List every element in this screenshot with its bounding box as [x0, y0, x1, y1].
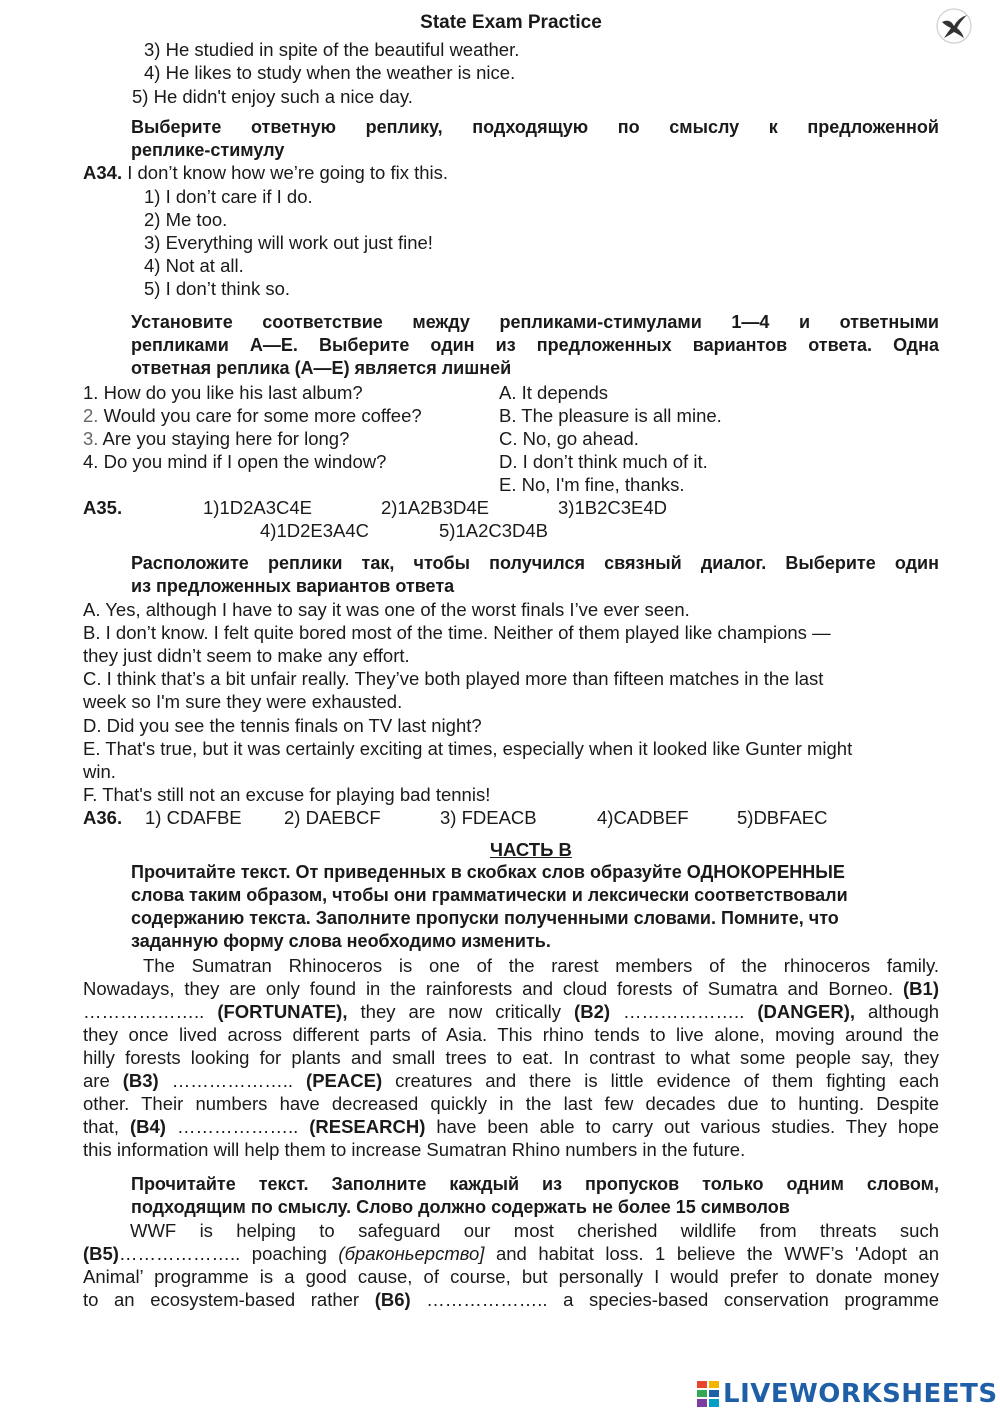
gap-b2[interactable]: ………………..	[610, 1001, 758, 1022]
dialogue-line-b-cont: they just didn’t seem to make any effort.	[83, 645, 410, 666]
gap-b1[interactable]: ………………..	[83, 1001, 218, 1022]
stimulus-4: 4. Do you mind if I open the window?	[83, 451, 387, 472]
part-b-instruction-1: Прочитайте текст. От приведенных в скобках слов образуйте ОДНОКОРЕННЫЕ слова таким образом, чтобы они грамматически и лексически соответствовали содержанию текста. Заполните пропуски полученными словами. Помните, что заданную форму слова необходимо изменить.	[131, 862, 848, 951]
part-b-heading: ЧАСТЬ В	[490, 839, 572, 860]
a34-option: 4) Not at all.	[144, 255, 244, 276]
response-b: B. The pleasure is all mine.	[499, 405, 722, 426]
response-a: A. It depends	[499, 382, 609, 403]
q33-option-3: 3) He studied in spite of the beautiful weather.	[144, 39, 520, 60]
gap-b5[interactable]: ……………….. poaching	[118, 1243, 339, 1264]
gap-b6[interactable]: ……………….. a species-based conservation programme	[410, 1289, 939, 1310]
part-b-instruction-2: Прочитайте текст. Заполните каждый из пропусков только одним словом, подходящим по смыслу. Слово должно содержать не более 15 символов	[131, 1174, 939, 1217]
a36-answer-5: 5)DBFAEC	[737, 807, 828, 828]
liveworksheets-logo-icon	[697, 1381, 719, 1407]
a36-answer-1: 1) CDAFBE	[145, 807, 242, 828]
a35-answer-1: 1)1D2A3C4E	[203, 497, 313, 518]
gap-b6-label: (B6)	[374, 1289, 411, 1310]
dialogue-line-a: A. Yes, although I have to say it was one of the worst finals I’ve ever seen.	[83, 599, 690, 620]
liveworksheets-logo	[697, 1379, 998, 1409]
dialogue-line-d: D. Did you see the tennis finals on TV last night?	[83, 715, 482, 736]
page-title: State Exam Practice	[420, 12, 602, 33]
a36-label: A36.	[83, 807, 123, 828]
response-c: C. No, go ahead.	[499, 428, 639, 449]
gap-b5-label: (B5)	[83, 1243, 119, 1264]
gap-b1-label: (B1)	[903, 978, 939, 999]
a35-instruction: Установите соответствие между репликами-стимулами 1—4 и ответными репликами А—Е. Выберите один из предложенных вариантов ответа. Одна ответная реплика (А—Е) является лишней	[131, 312, 939, 378]
a35-label: A35.	[83, 497, 123, 518]
a34-instruction: Выберите ответную реплику, подходящую по смыслу к предложенной реплике-стимулу	[131, 117, 939, 160]
a34-option: 5) I don’t think so.	[144, 278, 291, 299]
dialogue-line-e: E. That's true, but it was certainly exciting at times, especially when it looked like Gunter might	[83, 738, 853, 759]
a36-instruction: Расположите реплики так, чтобы получился связный диалог. Выберите один из предложенных вариантов ответа	[131, 553, 939, 596]
dialogue-line-b: B. I don’t know. I felt quite bored most of the time. Neither of them played like champions —	[83, 622, 831, 643]
a35-answer-3: 3)1B2C3E4D	[558, 497, 668, 518]
stimulus-2: 2. Would you care for some more coffee?	[83, 405, 422, 426]
response-d: D. I don’t think much of it.	[499, 451, 708, 472]
a35-answer-5: 5)1A2C3D4B	[439, 520, 549, 541]
dialogue-line-e-cont: win.	[83, 761, 116, 782]
a36-answer-2: 2) DAEBCF	[284, 807, 381, 828]
rhino-text: The Sumatran Rhinoceros is one of the rarest members of the rhinoceros family. Nowadays, they are only found in the rainforests and cloud forests of Sumatra and Borneo. (B1) ……………….. (FORTUNATE), they are now critically (B2) ……………….. (DANGER), although they once lived across different parts of Asia. This rhino tends to live alone, moving around the hilly forests looking for plants and small trees to eat. In contrast to what some people say, they are (B3) ……………….. (PEACE) creatures and there is little evidence of them fighting each other. Their numbers have decreased quickly in the last few decades due to hunting. Despite that, (B4) ……………….. (RESEARCH) have been able to carry out various studies. They hope this information will help them to increase Sumatran Rhino numbers in the future.	[83, 955, 940, 1160]
q33-option-4: 4) He likes to study when the weather is nice.	[144, 62, 516, 83]
gap-b3[interactable]: ………………..	[158, 1070, 307, 1091]
gap-b2-label: (B2)	[574, 1001, 611, 1022]
gap-b4-label: (B4)	[129, 1116, 166, 1137]
response-e: E. No, I'm fine, thanks.	[499, 474, 685, 495]
a34-question: A34. I don’t know how we’re going to fix this.	[83, 162, 449, 183]
dialogue-line-c: C. I think that’s a bit unfair really. They’ve both played more than fifteen matches in the last	[83, 668, 824, 689]
dialogue-line-f: F. That's still not an excuse for playing bad tennis!	[83, 784, 491, 805]
wwf-text: WWF is helping to safeguard our most cherished wildlife from threats such (B5)……………….. poaching (браконьерство] and habitat loss. 1 believe the WWF’s 'Adopt an Animal’ programme is a good cause, of course, but personally I would prefer to donate money to an ecosystem-based rather (B6) ……………….. a species-based conservation programme	[83, 1220, 939, 1310]
a35-answer-4: 4)1D2E3A4C	[260, 520, 370, 541]
a36-answer-4: 4)CADBEF	[597, 807, 689, 828]
a34-option: 1) I don’t care if I do.	[144, 186, 313, 207]
a34-option: 2) Me too.	[144, 209, 228, 230]
a36-answer-3: 3) FDEACB	[440, 807, 537, 828]
q33-option-5: 5) He didn't enjoy such a nice day.	[132, 86, 413, 107]
liveworksheets-logo-text: LIVEWORKSHEETS	[723, 1378, 998, 1409]
bird-logo-icon	[934, 6, 974, 46]
a34-option: 3) Everything will work out just fine!	[144, 232, 433, 253]
stimulus-1: 1. How do you like his last album?	[83, 382, 363, 403]
dialogue-line-c-cont: week so I'm sure they were exhausted.	[83, 691, 403, 712]
gap-b4[interactable]: ………………..	[165, 1116, 310, 1137]
a35-answer-2: 2)1A2B3D4E	[381, 497, 489, 518]
stimulus-3: 3. Are you staying here for long?	[83, 428, 350, 449]
gap-b3-label: (B3)	[122, 1070, 159, 1091]
